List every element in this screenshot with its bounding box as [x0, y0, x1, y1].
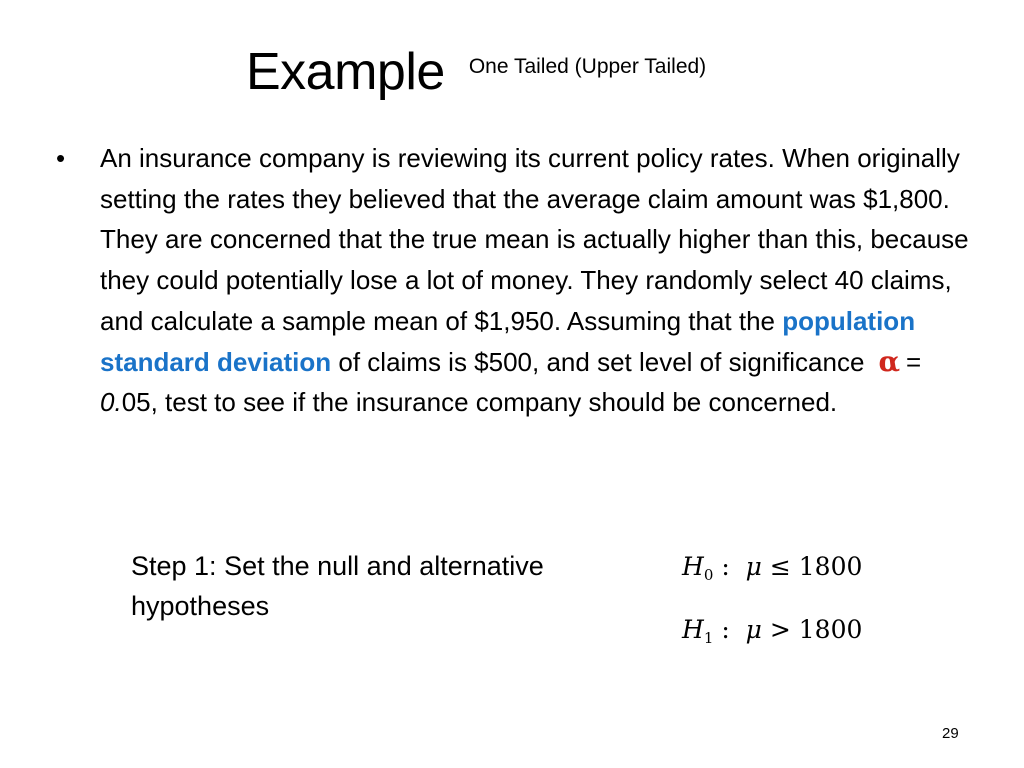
- mu-symbol: μ: [745, 615, 762, 644]
- hypothesis-var: H: [682, 615, 704, 644]
- slide-title: [246, 40, 706, 104]
- page-number: 29: [942, 725, 959, 742]
- body-text-end: 05, test to see if the insurance company should be concerned.: [121, 387, 838, 418]
- alternative-hypothesis: [682, 615, 862, 647]
- highlight-term: population standard deviation: [100, 305, 916, 377]
- hypothesis-var: H: [682, 552, 704, 581]
- bullet-icon: •: [56, 143, 66, 173]
- alpha-symbol: α: [878, 344, 900, 378]
- italic-value: 0.: [100, 387, 122, 418]
- hypothesis-subscript: 1: [703, 629, 714, 647]
- title-subtitle: One Tailed (Upper Tailed): [468, 55, 707, 78]
- hypothesis-value: 1800: [798, 552, 863, 581]
- hypothesis-operator: ≤: [769, 552, 791, 581]
- body-paragraph: [100, 138, 970, 423]
- hypothesis-colon: :: [721, 615, 730, 644]
- mu-symbol: μ: [745, 552, 762, 581]
- title-main: Example: [246, 43, 445, 101]
- hypothesis-value: 1800: [798, 615, 863, 644]
- hypothesis-subscript: 0: [703, 566, 714, 584]
- null-hypothesis: [682, 552, 862, 584]
- body-text-middle: of claims is $500, and set level of significance: [331, 346, 865, 377]
- hypothesis-colon: :: [721, 552, 730, 581]
- hypothesis-operator: >: [769, 615, 791, 644]
- step-1-text: Step 1: Set the null and alternative hypotheses: [131, 551, 544, 621]
- equals-sign: =: [905, 346, 922, 377]
- body-text-before: An insurance company is reviewing its current policy rates. When originally setting the rates they believed that the average claim amount was $1,800. They are concerned that the true mean is actually higher than this, because they could potentially lose a lot of money. They randomly select 40 claims, and calculate a sample mean of $1,950. Assuming that the: [100, 143, 969, 336]
